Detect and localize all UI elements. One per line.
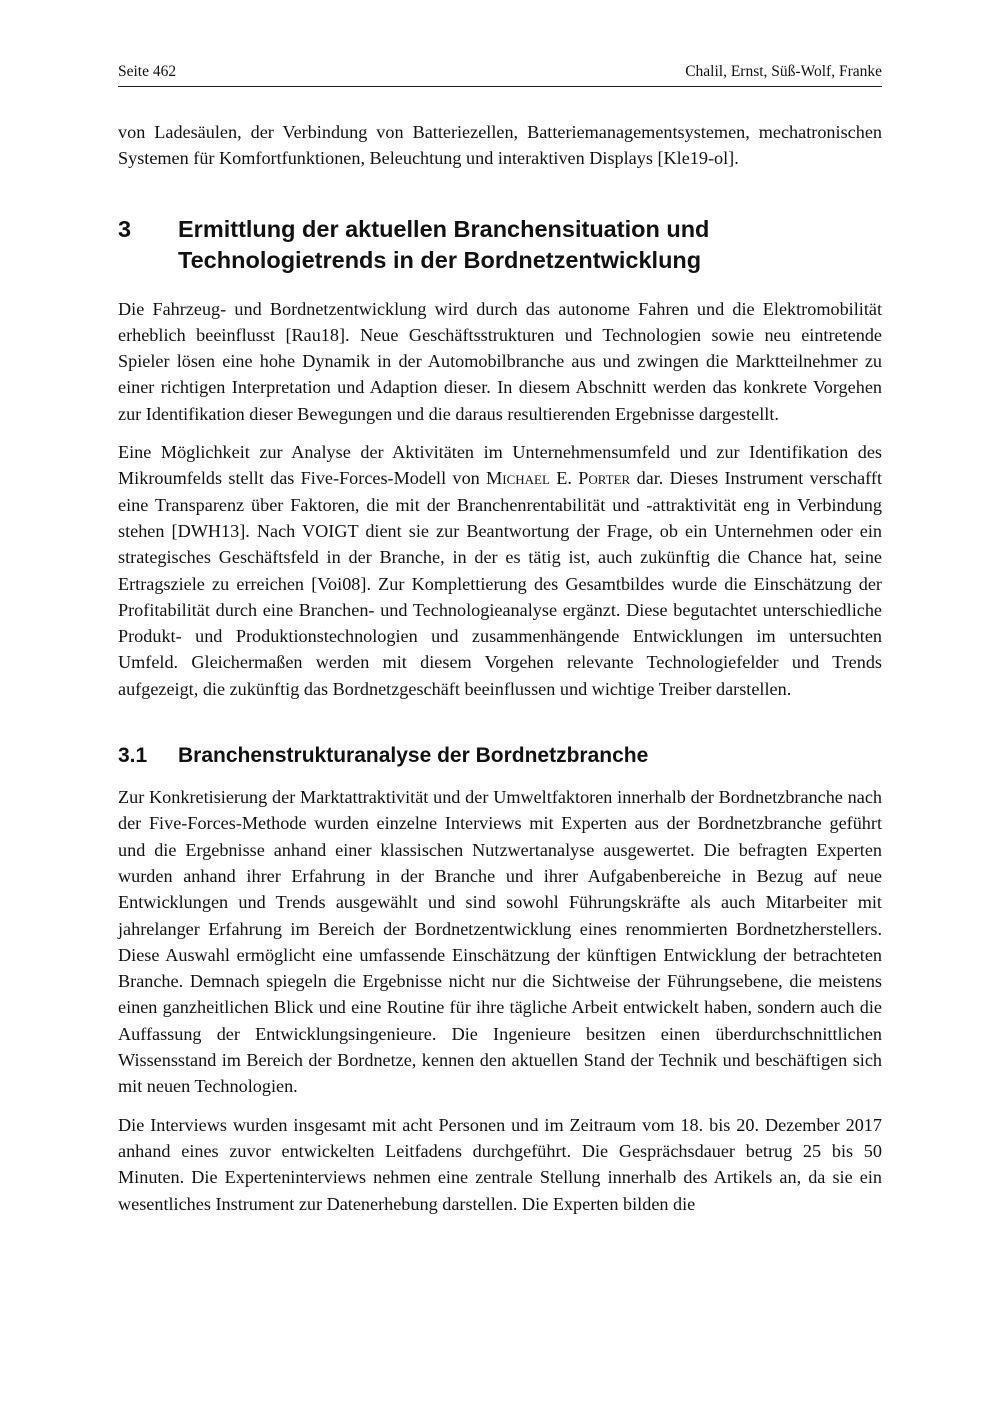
section-title: Ermittlung der aktuellen Branchensituation und Technologietrends in der Bordnetzentwicklung <box>178 215 710 273</box>
section-3-paragraph-1: Die Fahrzeug- und Bordnetzentwicklung wird durch das autonome Fahren und die Elektromobilität erheblich beeinflusst [Rau18]. Neue Geschäftsstrukturen und Technologien sowie neu eintretende Spieler lösen eine hohe Dynamik in der Automobilbranche aus und zwingen die Marktteilnehmer zu einer richtigen Interpretation und Adaption dieser. In diesem Abschnitt werden das konkrete Vorgehen zur Identifikation dieser Bewegungen und die daraus resultierenden Ergebnisse dargestellt. <box>118 298 882 424</box>
section-number: 3 <box>118 215 132 242</box>
section-3-1-paragraph-1: Zur Konkretisierung der Marktattraktivität und der Umweltfaktoren innerhalb der Bordnetzbranche nach der Five-Forces-Methode wurden einzelne Interviews mit Experten aus der Bordnetzbranche geführt und die Ergebnisse anhand einer klassischen Nutzwertanalyse ausgewertet. Die befragten Experten wurden anhand ihrer Erfahrung in der Branche und ihrer Aufgabenbereiche in Bezug auf neue Entwicklungen und Trends ausgewählt und sind sowohl Führungskräfte als auch Mitarbeiter mit jahrelanger Erfahrung im Bereich der Bordnetzentwicklung eines renommierten Bordnetzherstellers. Diese Auswahl ermöglicht eine umfassende Einschätzung der künftigen Entwicklung der betrachteten Branche. Demnach spiegeln die Ergebnisse nicht nur die Sichtweise der Führungsebene, die meistens einen ganzheitlichen Blick und eine Routine für ihre tägliche Arbeit entwickelt haben, sondern auch die Auffassung der Entwicklungsingenieure. Die Ingenieure besitzen einen überdurchschnittlichen Wissensstand im Bereich der Bordnetze, kennen den aktuellen Stand der Technik und beschäftigen sich mit neuen Technologien. <box>118 787 882 1097</box>
paragraph-text: Eine Möglichkeit zur Analyse der Aktivitäten im Unternehmensumfeld und zur Identifikation des Mikroumfelds stellt das Five-Forces-Modell von <box>118 442 882 489</box>
section-number: 3.1 <box>118 744 148 768</box>
section-3-paragraph-2 <box>118 439 882 702</box>
paragraph-text: dar. Dieses Instrument verschafft eine Transparenz über Faktoren, die mit der Branchenrentabilität und -attraktivität eng in Verbindung stehen [DWH13]. Nach VOIGT dient sie zur Beantwortung der Frage, ob ein Unternehmen oder ein strategisches Geschäftsfeld in der Branche, in der es tätig ist, auch zukünftig die Chance hat, seine Ertragsziele zu erreichen [Voi08]. Zur Komplettierung des Gesamtbildes wurde die Einschätzung der Profitabilität durch eine Branchen- und Technologieanalyse ergänzt. Diese begutachtet unterschiedliche Produkt- und Produktionstechnologien und zusammenhängende Entwicklungen im untersuchten Umfeld. Gleichermaßen werden mit diesem Vorgehen relevante Technologiefelder und Trends aufgezeigt, die zukünftig das Bordnetzgeschäft beeinflussen und wichtige Treiber darstellen. <box>118 468 882 699</box>
intro-paragraph: von Ladesäulen, der Verbindung von Batteriezellen, Batteriemanagementsystemen, mechatronischen Systemen für Komfortfunktionen, Beleuchtung und interaktiven Displays [Kle19-ol]. <box>118 122 882 169</box>
section-3-1-paragraph-2: Die Interviews wurden insgesamt mit acht Personen und im Zeitraum vom 18. bis 20. Dezember 2017 anhand eines zuvor entwickelten Leitfadens durchgeführt. Die Gesprächsdauer betrug 25 bis 50 Minuten. Die Experteninterviews nehmen eine zentrale Stellung innerhalb des Artikels an, da sie ein wesentliches Instrument zur Datenerhebung darstellen. Die Experten bilden die <box>118 1114 882 1214</box>
document-page <box>118 62 882 1217</box>
page-number: Seite 462 <box>118 63 177 80</box>
section-3-1-heading <box>118 742 882 770</box>
author-line: Chalil, Ernst, Süß-Wolf, Franke <box>685 63 882 80</box>
author-name: Michael E. Porter <box>486 468 631 489</box>
section-title: Branchenstrukturanalyse der Bordnetzbranche <box>178 744 649 768</box>
running-header <box>118 62 882 87</box>
section-3-heading <box>118 214 882 276</box>
